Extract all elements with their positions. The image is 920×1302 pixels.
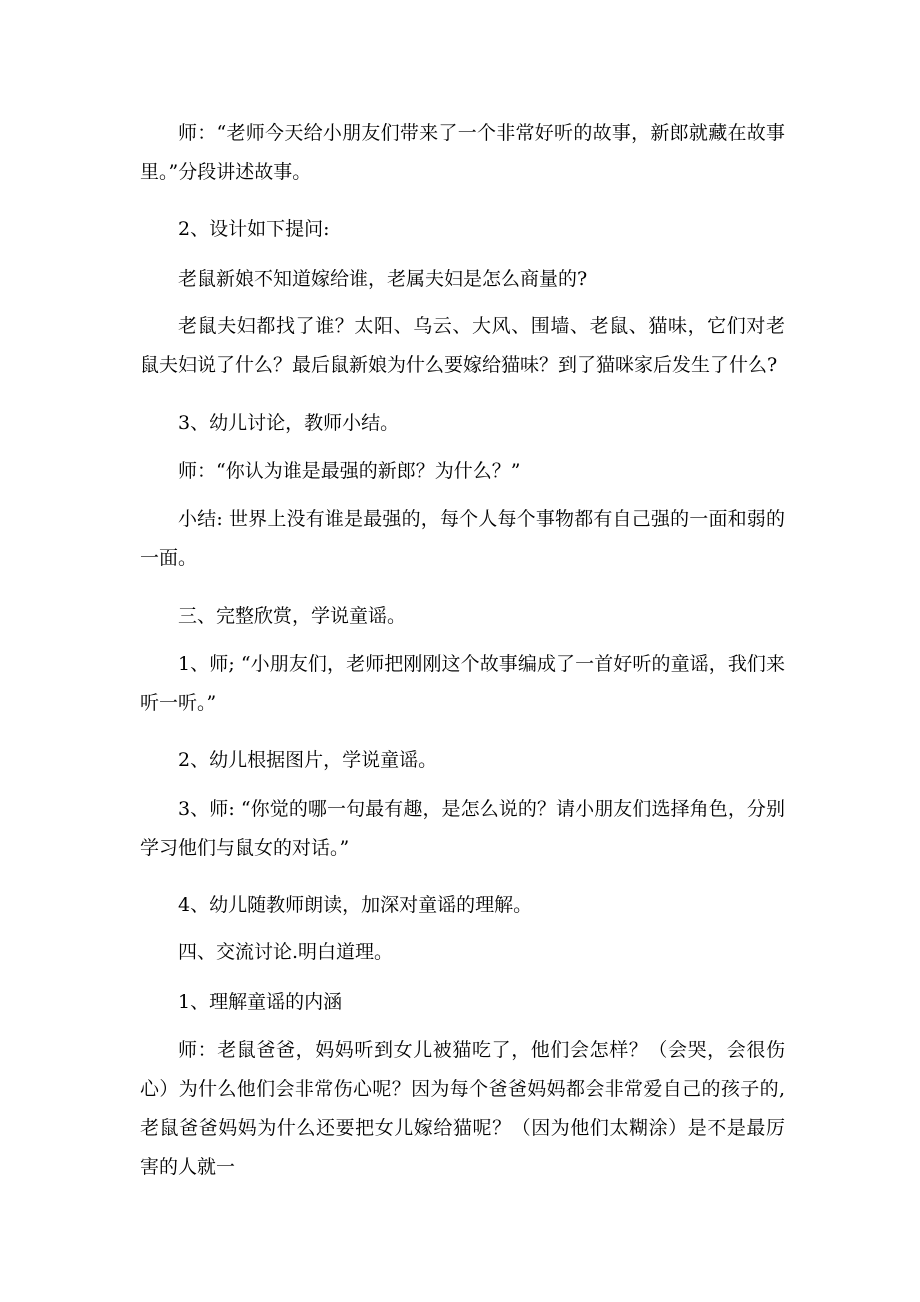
paragraph-nursery-rhyme-intro: 1、师; “小朋友们，老师把刚刚这个故事编成了一首好听的童谣，我们来听一听。” (140, 653, 785, 714)
paragraph-discussion: 3、幼儿讨论，教师小结。 (178, 412, 400, 434)
paragraph-favorite-line: 3、师: “你觉的哪一句最有趣，是怎么说的？请小朋友们选择角色，分别学习他们与鼠女的对话。” (140, 798, 785, 859)
paragraph-understand-meaning: 1、理解童谣的内涵 (178, 991, 343, 1013)
paragraph-mouse-parents: 师：老鼠爸爸，妈妈听到女儿被猫吃了，他们会怎样？（会哭，会很伤心）为什么他们会非常伤心呢？因为每个爸爸妈妈都会非常爱自己的孩子的, 老鼠爸爸妈妈为什么还要把女儿嫁给猫呢？（因为他们太糊涂）是不是最厉害的人就一 (140, 1039, 785, 1178)
paragraph-design-questions: 2、设计如下提问: (178, 218, 330, 240)
section-heading-3: 三、完整欣赏，学说童谣。 (178, 605, 407, 627)
paragraph-strongest-groom: 师：“你认为谁是最强的新郎？为什么？” (178, 460, 521, 482)
paragraph-summary: 小结: 世界上没有谁是最强的，每个人每个事物都有自己强的一面和弱的一面。 (140, 508, 785, 569)
paragraph-question-visits: 老鼠夫妇都找了谁？太阳、乌云、大风、围墙、老鼠、猫味，它们对老鼠夫妇说了什么？最后鼠新娘为什么要嫁给猫味？到了猫咪家后发生了什么? (140, 315, 785, 376)
paragraph-read-along: 4、幼儿随教师朗读，加深对童谣的理解。 (178, 894, 533, 916)
paragraph-learn-rhyme: 2、幼儿根据图片，学说童谣。 (178, 749, 438, 771)
paragraph-teacher-story-intro: 师：“老师今天给小朋友们带来了一个非常好听的故事，新郎就藏在故事里。”分段讲述故事。 (140, 122, 785, 183)
paragraph-question-marriage: 老鼠新娘不知道嫁给谁，老属夫妇是怎么商量的? (178, 268, 588, 290)
section-heading-4: 四、交流讨论.明白道理。 (178, 941, 394, 963)
